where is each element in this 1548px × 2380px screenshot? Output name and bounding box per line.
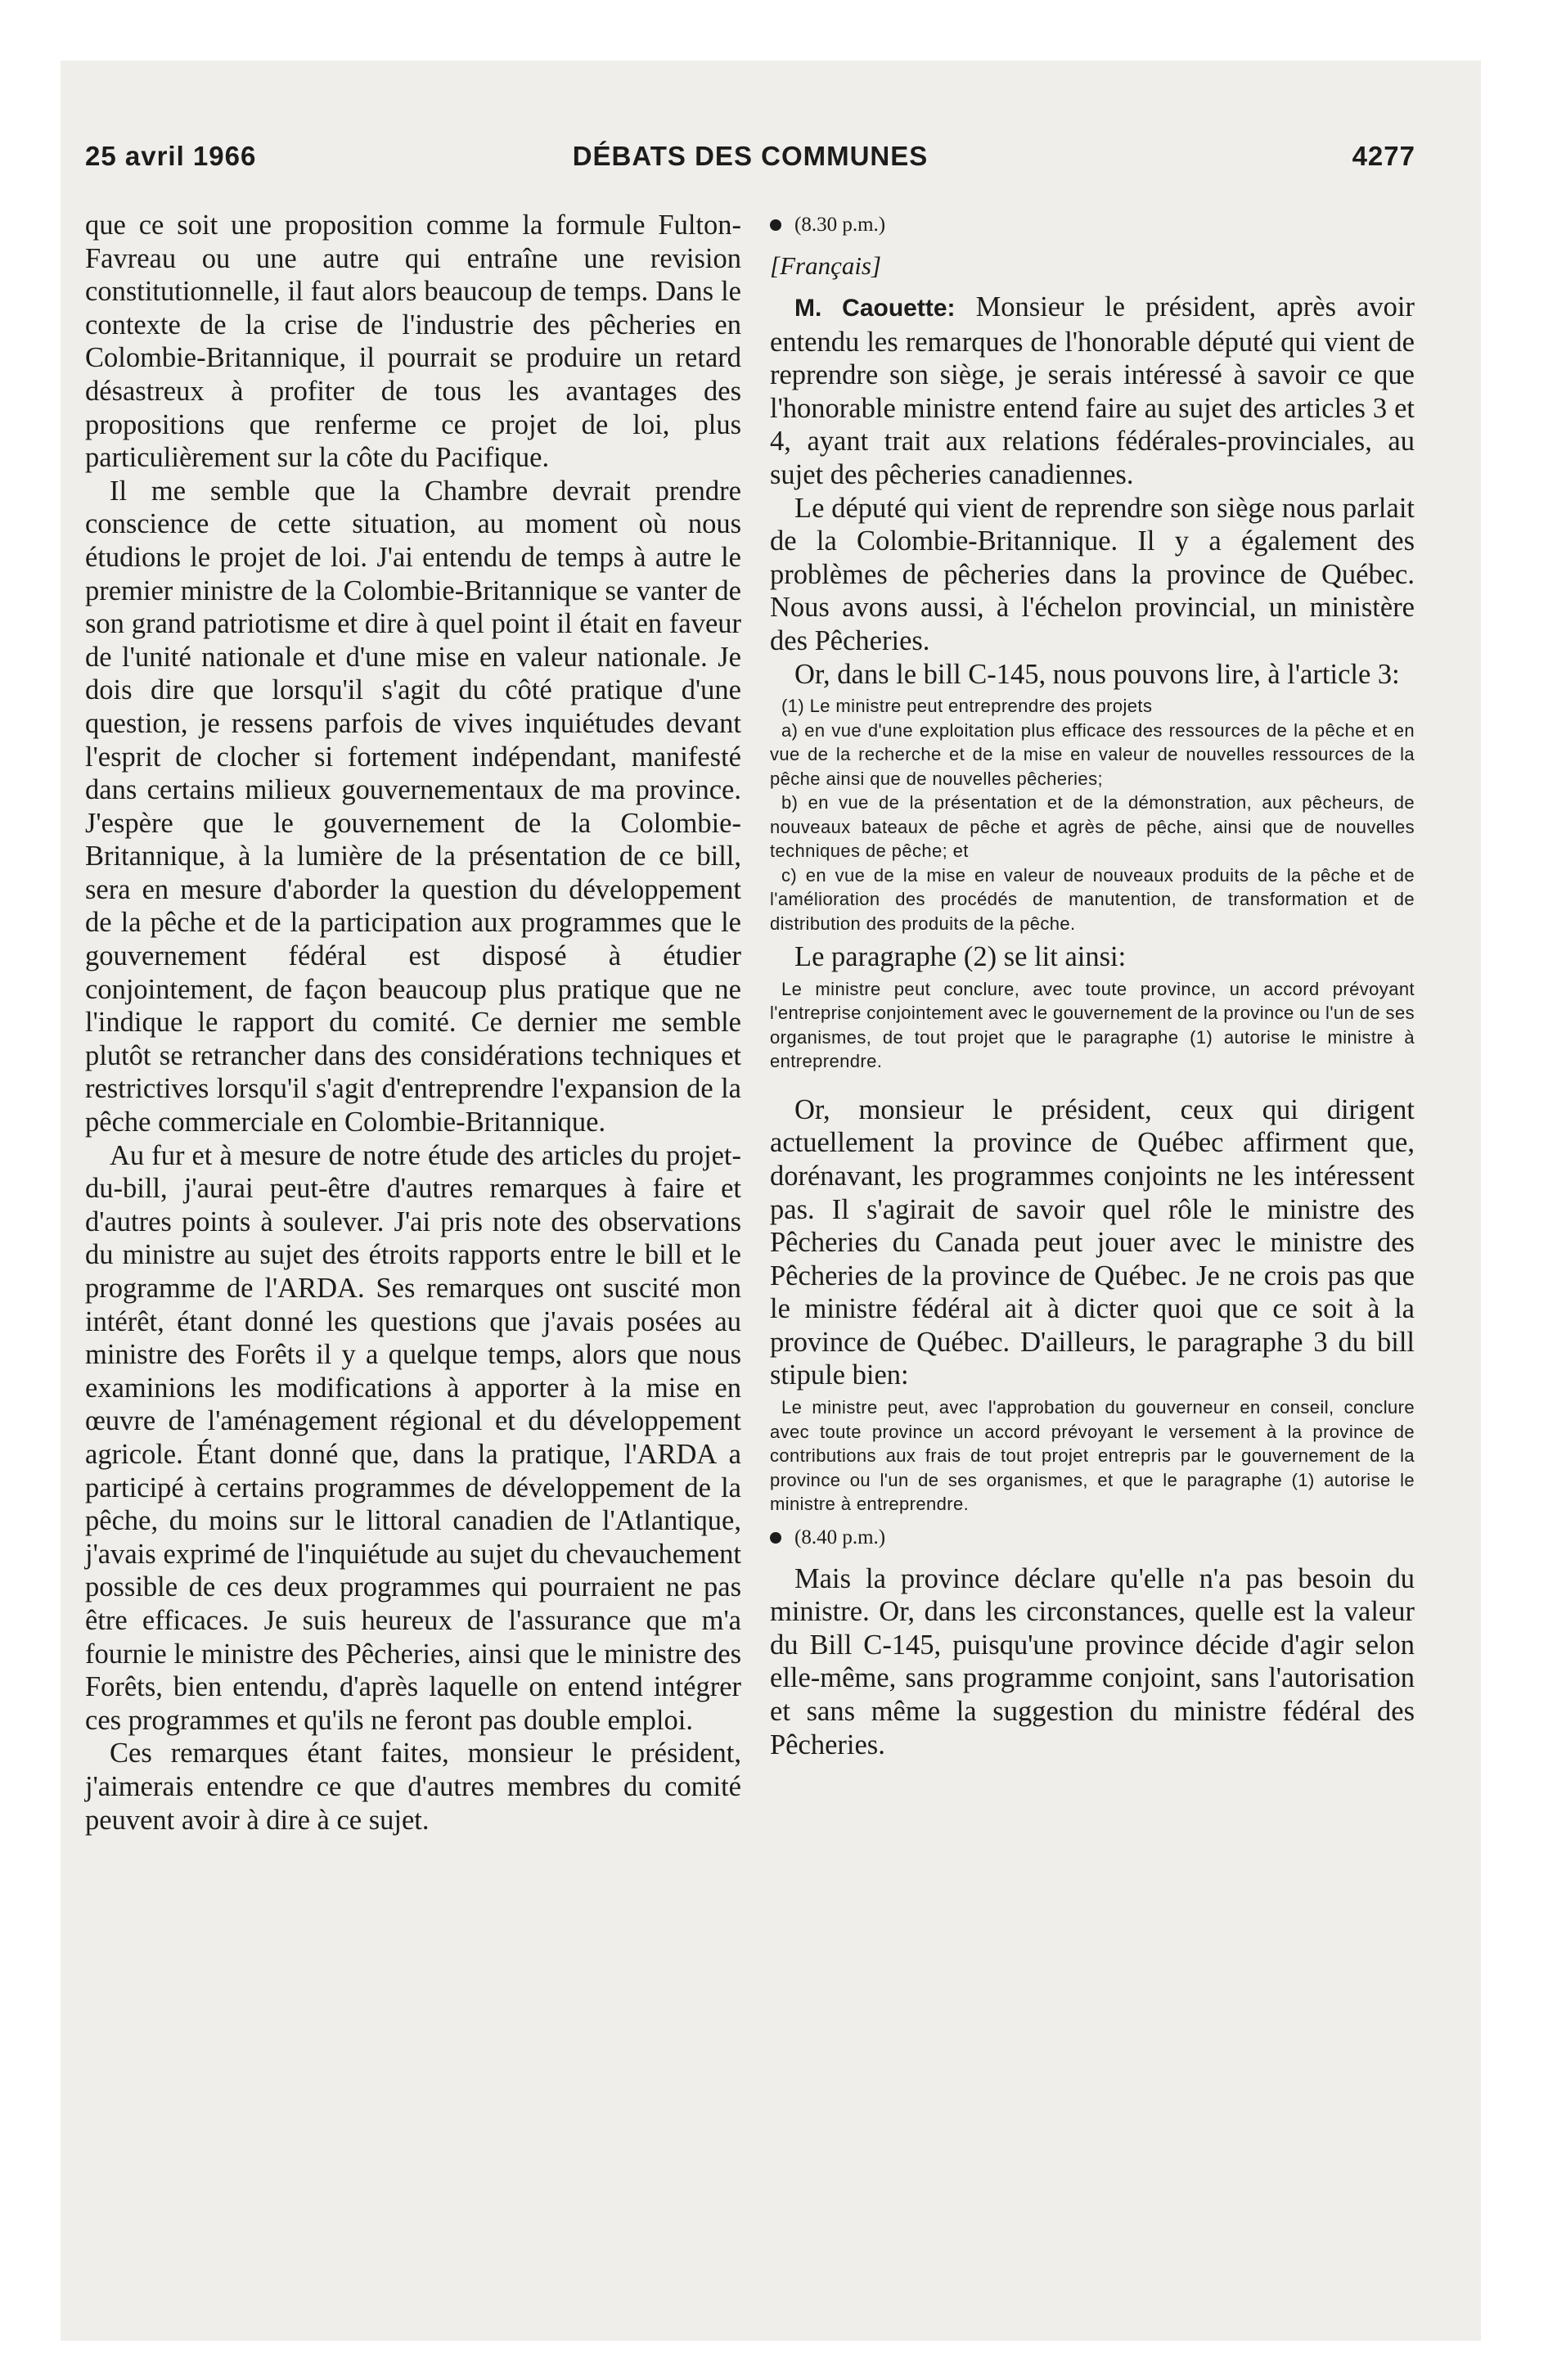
right-paragraph-6: Mais la province déclare qu'elle n'a pas besoin du ministre. Or, dans les circonstances, quelle est la valeur du Bill C-145, puisqu'une province décide d'agir selon elle-même, sans programme conjoint, sans l'autorisation et sans même la suggestion du ministre fédéral des Pêcheries. (770, 1562, 1415, 1760)
quote-paragraph-2 (770, 977, 1415, 1074)
language-tag: [Français] (770, 251, 882, 280)
time-marker-text: (8.40 p.m.) (794, 1526, 886, 1548)
speaker-name: M. Caouette: (794, 295, 956, 322)
left-paragraph-2: Il me semble que la Chambre devrait prendre conscience de cette situation, au moment où nous étudions le projet de loi. J'ai entendu de temps à autre le premier ministre de la Colombie-Britannique se vanter de son grand patriotisme et dire à quel point il était en faveur de l'unité nationale et d'une mise en valeur nationale. Je dois dire que lorsqu'il s'agit du côté pratique d'une question, je ressens parfois de vives inquiétudes devant l'esprit de clocher si fortement indépendant, manifesté dans certains milieux gouvernementaux de ma province. J'espère que le gouvernement de la Colombie-Britannique, à la lumière de la présentation de ce bill, sera en mesure d'aborder la question du développement de la pêche et de la participation aux programmes que le gouvernement fédéral est disposé à étudier conjointement, de façon beaucoup plus pratique que ne l'indique le rapport du comité. Ce dernier me semble plutôt se retrancher dans des considérations techniques et restrictives lorsqu'il s'agit d'entreprendre l'expansion de la pêche commerciale en Colombie-Britannique. (85, 475, 741, 1138)
time-marker-text: (8.30 p.m.) (794, 214, 886, 236)
running-header (85, 141, 1415, 180)
quote-line: c) en vue de la mise en valeur de nouveaux produits de la pêche et de l'amélioration des procédés de manutention, de transformation et de distribution des produits de la pêche. (770, 864, 1415, 934)
left-column (85, 209, 741, 1837)
left-paragraph-1: que ce soit une proposition comme la formule Fulton-Favreau ou une autre qui entraîne une revision constitutionnelle, il faut alors beaucoup de temps. Dans le contexte de la crise de l'industrie des pêcheries en Colombie-Britannique, il pourrait se produire un retard désastreux à profiter de tous les avantages des propositions que renferme ce projet de loi, plus particulièrement sur la côte du Pacifique. (85, 210, 741, 474)
right-paragraph-1-text: Monsieur le président, après avoir entendu les remarques de l'honorable député qui vient de reprendre son siège, je serais intéressé à savoir ce que l'honorable ministre entend faire au sujet des articles 3 et 4, ayant trait aux relations fédérales-provinciales, au sujet des pêcheries canadiennes. (770, 291, 1415, 490)
quote-line: Le ministre peut, avec l'approbation du gouverneur en conseil, conclure avec toute province un accord prévoyant le versement à la province de contributions aux frais de tout projet entrepris par le gouvernement de la province ou l'un de ses organismes, et que le paragraphe (1) autorise le ministre à entreprendre. (770, 1397, 1415, 1515)
right-column (770, 209, 1415, 1761)
header-title: DÉBATS DES COMMUNES (572, 141, 929, 171)
quote-line: Le ministre peut conclure, avec toute province, un accord prévoyant l'entreprise conjointement avec le gouvernement de la province ou l'un de ses organismes, de tout projet que le paragraphe (1) autorise le ministre à entreprendre. (770, 978, 1415, 1072)
time-marker-1 (770, 209, 1415, 241)
right-paragraph-3: Or, dans le bill C-145, nous pouvons lire, à l'article 3: (794, 658, 1400, 690)
quote-line: a) en vue d'une exploitation plus efficace des ressources de la pêche et en vue de la recherche et de la mise en valeur de nouvelles ressources de la pêche ainsi que de nouvelles pêcheries; (770, 719, 1415, 789)
quote-article-3 (770, 694, 1415, 935)
right-paragraph-2: Le député qui vient de reprendre son siège nous parlait de la Colombie-Britannique. Il y a également des problèmes de pêcheries dans la province de Québec. Nous avons aussi, à l'échelon provincial, un ministère des Pêcheries. (770, 492, 1415, 656)
left-paragraph-3: Au fur et à mesure de notre étude des articles du projet-du-bill, j'aurai peut-être d'autres remarques à faire et d'autres points à soulever. J'ai pris note des observations du ministre au sujet des étroits rapports entre le bill et le programme de l'ARDA. Ses remarques ont suscité mon intérêt, étant donné les questions que j'avais posées au ministre des Forêts il y a quelque temps, alors que nous examinions les modifications à apporter à la mise en œuvre de l'aménagement régional et du développement agricole. Étant donné que, dans la pratique, l'ARDA a participé à certains programmes de développement de la pêche, du moins sur le littoral canadien de l'Atlantique, j'avais exprimé de l'inquiétude au sujet du chevauchement possible de ces deux programmes qui pourraient ne pas être efficaces. Je suis heureux de l'assurance que m'a fournie le ministre des Pêcheries, ainsi que le ministre des Forêts, bien entendu, d'après laquelle on entend intégrer ces programmes et qu'ils ne feront pas double emploi. (85, 1139, 741, 1736)
bullet-icon (770, 219, 781, 231)
quote-line: (1) Le ministre peut entreprendre des projets (781, 696, 1153, 717)
header-date: 25 avril 1966 (85, 141, 257, 171)
page-number: 4277 (1352, 141, 1415, 171)
quote-paragraph-3 (770, 1395, 1415, 1517)
right-paragraph-4: Le paragraphe (2) se lit ainsi: (794, 941, 1127, 973)
right-paragraph-5: Or, monsieur le président, ceux qui dirigent actuellement la province de Québec affirment que, dorénavant, les programmes conjoints ne les intéressent pas. Il s'agirait de savoir quel rôle le ministre des Pêcheries du Canada peut jouer avec le ministre des Pêcheries de la province de Québec. Je ne crois pas que le ministre fédéral ait à dicter quoi que ce soit à la province de Québec. D'ailleurs, le paragraphe 3 du bill stipule bien: (770, 1093, 1415, 1391)
left-paragraph-4: Ces remarques étant faites, monsieur le président, j'aimerais entendre ce que d'autres membres du comité peuvent avoir à dire à ce sujet. (85, 1738, 741, 1836)
time-marker-2 (770, 1521, 1415, 1554)
quote-line: b) en vue de la présentation et de la démonstration, aux pêcheurs, de nouveaux bateaux de pêche et agrès de pêche, ainsi que de nouvelles techniques de pêche; et (770, 792, 1415, 862)
bullet-icon (770, 1532, 781, 1544)
right-paragraph-1 (770, 291, 1415, 492)
